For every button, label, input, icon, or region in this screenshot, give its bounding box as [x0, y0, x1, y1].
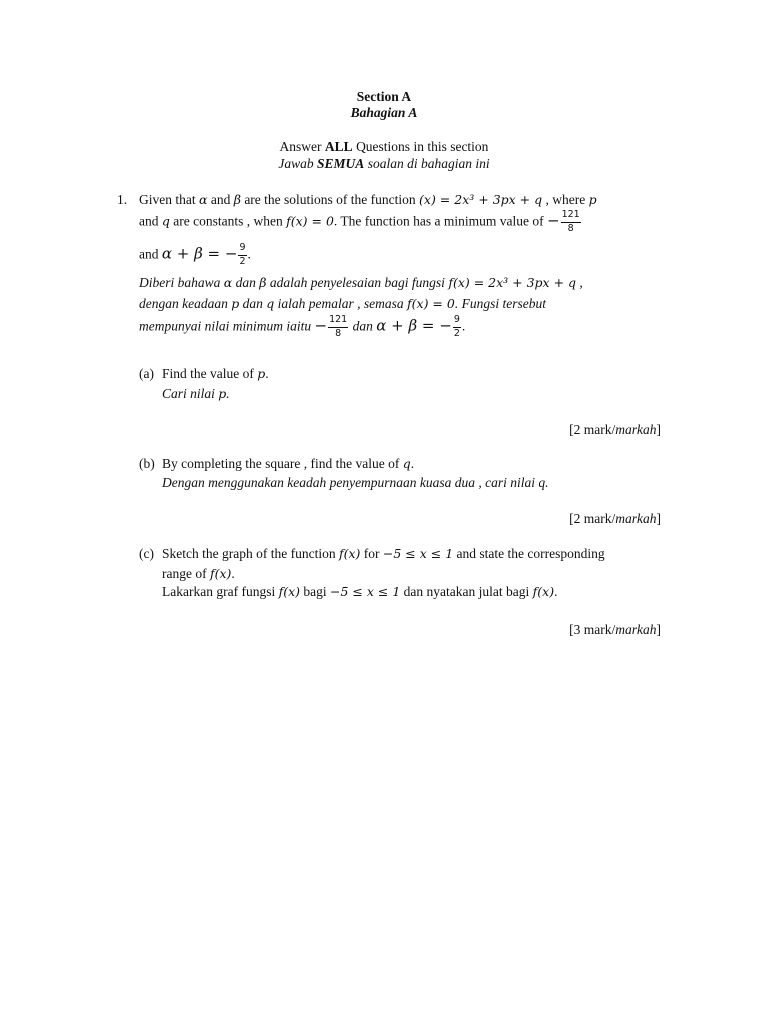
fraction-9-2: $\frac{9}{2}$ — [239, 242, 246, 267]
section-title-malay: Bahagian A — [350, 105, 418, 120]
fraction-121-8-ms: $\frac{121}{8}$ — [329, 314, 348, 339]
part-a-english: Find the value of p. — [162, 366, 269, 381]
instruction-malay: Jawab SEMUA soalan di bahagian ini — [278, 156, 490, 171]
question-en-line-1: Given that α and β are the solutions of the function (x) = 2x³ + 3px + q , where p — [139, 192, 597, 207]
part-b-marks: [2 mark/markah] — [569, 511, 661, 526]
question-ms-line-3: mempunyai nilai minimum iaitu − $\frac{121}{8}$ dan α + β = − $\frac{9}{2}$ . — [139, 314, 466, 339]
instruction-english: Answer ALL Questions in this section — [279, 139, 489, 154]
part-b-english: By completing the square , find the value of q. — [162, 456, 415, 471]
question-ms-line-1: Diberi bahawa α dan β adalah penyelesaian bagi fungsi f(x) = 2x³ + 3px + q , — [139, 275, 583, 290]
part-a-label: (a) — [139, 366, 154, 381]
part-b-label: (b) — [139, 456, 155, 471]
part-b-malay: Dengan menggunakan keadah penyempurnaan kuasa dua , cari nilai q. — [162, 475, 549, 490]
fraction-121-8: $\frac{121}{8}$ — [561, 209, 580, 234]
question-ms-line-2: dengan keadaan p dan q ialah pemalar , semasa f(x) = 0. Fungsi tersebut — [139, 296, 546, 311]
part-a-marks: [2 mark/markah] — [569, 422, 661, 437]
question-en-line-2: and q are constants , when f(x) = 0. The function has a minimum value of − $\frac{121}{8}$ — [139, 209, 580, 234]
part-c-english-line-2: range of f(x). — [162, 566, 235, 581]
question-en-line-3: and α + β = − $\frac{9}{2}$ . — [139, 242, 251, 267]
part-c-malay: Lakarkan graf fungsi f(x) bagi −5 ≤ x ≤ 1 dan nyatakan julat bagi f(x). — [162, 584, 558, 599]
part-c-english-line-1: Sketch the graph of the function f(x) for −5 ≤ x ≤ 1 and state the corresponding — [162, 546, 605, 561]
part-a-malay: Cari nilai p. — [162, 386, 230, 401]
part-c-label: (c) — [139, 546, 154, 561]
question-number: 1. — [117, 192, 128, 207]
fraction-9-2-ms: $\frac{9}{2}$ — [453, 314, 460, 339]
part-c-marks: [3 mark/markah] — [569, 622, 661, 637]
section-title: Section A — [356, 89, 412, 104]
